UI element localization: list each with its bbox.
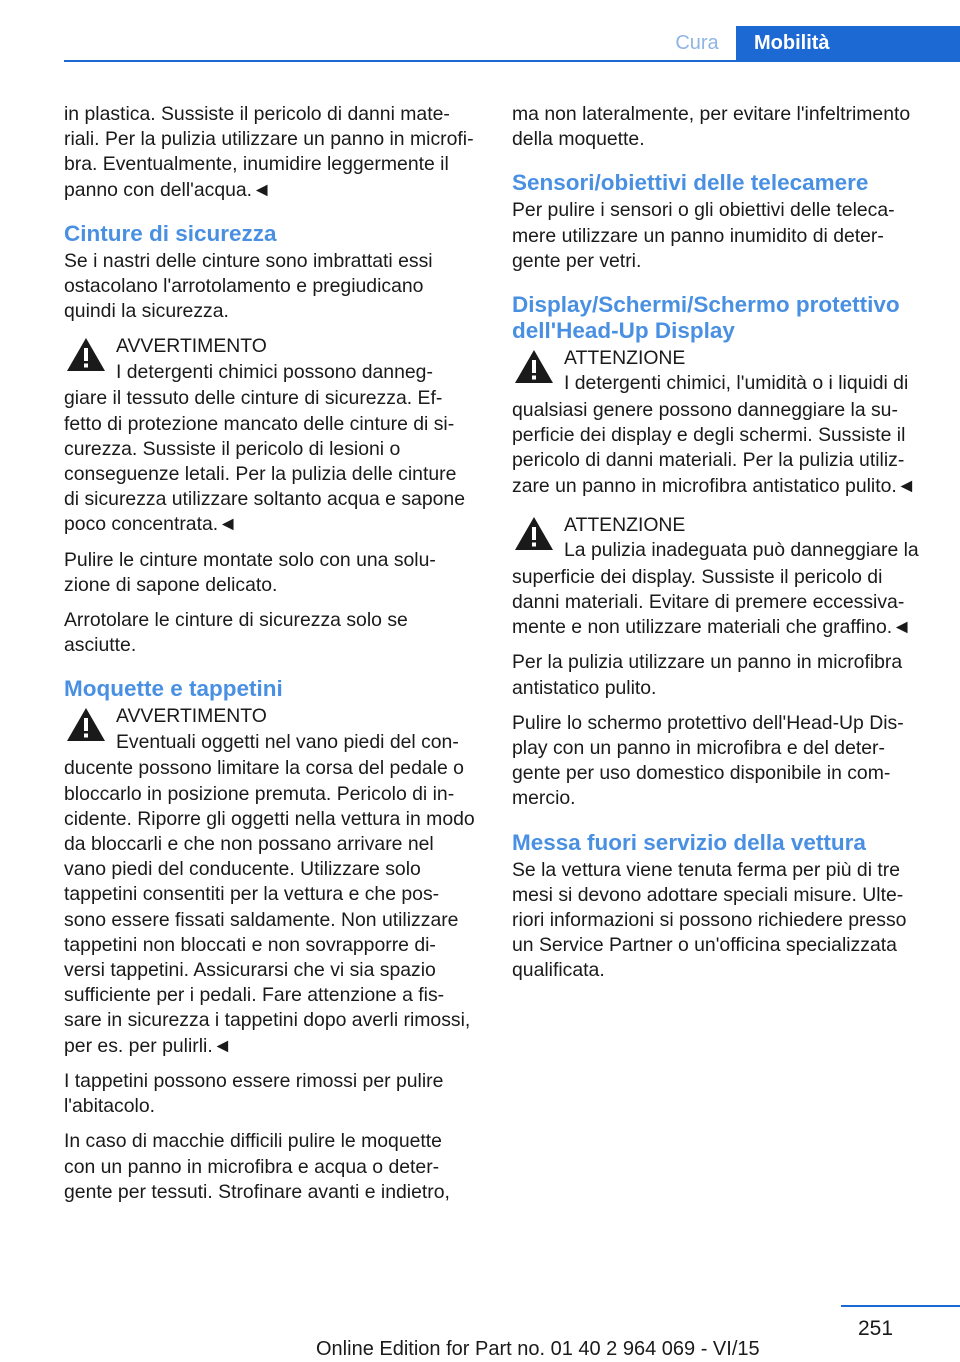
- caution-block: [512, 346, 930, 499]
- footer-rule: [841, 1305, 960, 1307]
- section-heading-sensori: Sensori/obiettivi delle telecamere: [512, 170, 869, 196]
- warning-text: giare il tessuto delle cinture di sicurezza. Ef‐fetto di protezione mancato delle cinture di si‐curezza. Sussiste il pericolo di lesioni o conseguenze letali. Per la pulizia delle cinture di sicurezza utilizzare soltanto acqua e sapone poco concentrata.◄: [64, 387, 465, 536]
- section-heading-cinture: Cinture di sicurezza: [64, 220, 277, 246]
- warning-text-first-line: Eventuali oggetti nel vano piedi del con‐: [116, 730, 459, 753]
- tab-cura[interactable]: Cura: [675, 32, 719, 54]
- section-heading-display: Display/Schermi/Schermo protettivo dell'Head-Up Display: [512, 292, 900, 344]
- caution-title: ATTENZIONE: [564, 513, 686, 536]
- paragraph: in plastica. Sussiste il pericolo di danni mate‐riali. Per la pulizia utilizzare un panno in microfi‐bra. Eventualmente, inumidire leggermente il panno con dell'acqua.◄: [64, 103, 474, 201]
- section-heading-messa: Messa fuori servizio della vettura: [512, 829, 866, 855]
- warning-text-first-line: I detergenti chimici possono danneg‐: [116, 360, 433, 383]
- caution-block: [512, 513, 930, 641]
- header-rule: [64, 60, 960, 62]
- warning-block: [64, 334, 476, 537]
- paragraph: Arrotolare le cinture di sicurezza solo se asciutte.: [64, 609, 408, 657]
- paragraph: Pulire le cinture montate solo con una solu‐zione di sapone delicato.: [64, 548, 436, 596]
- caution-text: superficie dei display. Sussiste il pericolo di danni materiali. Evitare di premere eccessiva‐mente e non utilizzare materiali che graffino.◄: [512, 565, 912, 639]
- warning-triangle-icon: [512, 346, 564, 398]
- paragraph: ma non lateralmente, per evitare l'infeltrimento della moquette.: [512, 103, 911, 151]
- warning-triangle-icon: [64, 334, 116, 386]
- warning-title: AVVERTIMENTO: [116, 335, 267, 358]
- paragraph: Se i nastri delle cinture sono imbrattati essi ostacolano l'arrotolamento e pregiudicano quindi la sicurezza.: [64, 249, 433, 323]
- paragraph: I tappetini possono essere rimossi per pulire l'abitacolo.: [64, 1069, 444, 1118]
- paragraph: In caso di macchie difficili pulire le moquette con un panno in microfibra e acqua o deter‐gente per tessuti. Strofinare avanti e indietro,: [64, 1130, 450, 1203]
- online-edition-text: Online Edition for Part no. 01 40 2 964 069 - VI/15: [316, 1338, 760, 1360]
- section-heading-moquette: Moquette e tappetini: [64, 676, 283, 702]
- paragraph: Per la pulizia utilizzare un panno in microfibra antistatico pulito.: [512, 651, 903, 699]
- warning-triangle-icon: [512, 513, 564, 565]
- paragraph: Se la vettura viene tenuta ferma per più di tre mesi si devono adottare speciali misure. Ulte‐riori informazioni si possono richiedere presso un Service Partner o un'officina specializzata qualificata.: [512, 858, 907, 982]
- warning-text: ducente possono limitare la corsa del pedale o bloccarlo in posizione premuta. Pericolo di in‐cidente. Riporre gli oggetti nella vettura in modo da bloccarli e che non possano arrivare nel vano piedi del conducente. Utilizzare solo tappetini consentiti per la vettura e che pos‐sono essere fissati saldamente. Non utilizzare tappetini non bloccati e non sovrapporre di‐versi tappetini. Assicurarsi che vi sia spazio sufficiente per i pedali. Fare attenzione a fis‐sare in sicurezza i tappetini dopo averli rimossi, per es. per pulirli.◄: [64, 757, 475, 1057]
- caution-text-first-line: I detergenti chimici, l'umidità o i liquidi di: [564, 372, 909, 395]
- right-column: [512, 102, 930, 994]
- caution-text: qualsiasi genere possono danneggiare la su‐perficie dei display e degli schermi. Sussiste il pericolo di danni materiali. Per la pulizia utiliz‐zare un panno in microfibra antistatico pulito.◄: [512, 399, 916, 497]
- warning-title: AVVERTIMENTO: [116, 705, 267, 728]
- left-column: [64, 102, 476, 1215]
- warning-triangle-icon: [64, 704, 116, 756]
- warning-block: [64, 704, 476, 1058]
- page-number: 251: [858, 1317, 894, 1340]
- caution-title: ATTENZIONE: [564, 347, 686, 370]
- paragraph: Pulire lo schermo protettivo dell'Head-Up Dis‐play con un panno in microfibra e del deter‐gente per uso domestico disponibile in com‐mercio.: [512, 711, 904, 810]
- caution-text-first-line: La pulizia inadeguata può danneggiare la: [564, 539, 919, 562]
- paragraph: Per pulire i sensori o gli obiettivi delle teleca‐mere utilizzare un panno inumidito di deter‐gente per vetri.: [512, 199, 895, 272]
- tab-mobilita[interactable]: Mobilità: [736, 26, 960, 62]
